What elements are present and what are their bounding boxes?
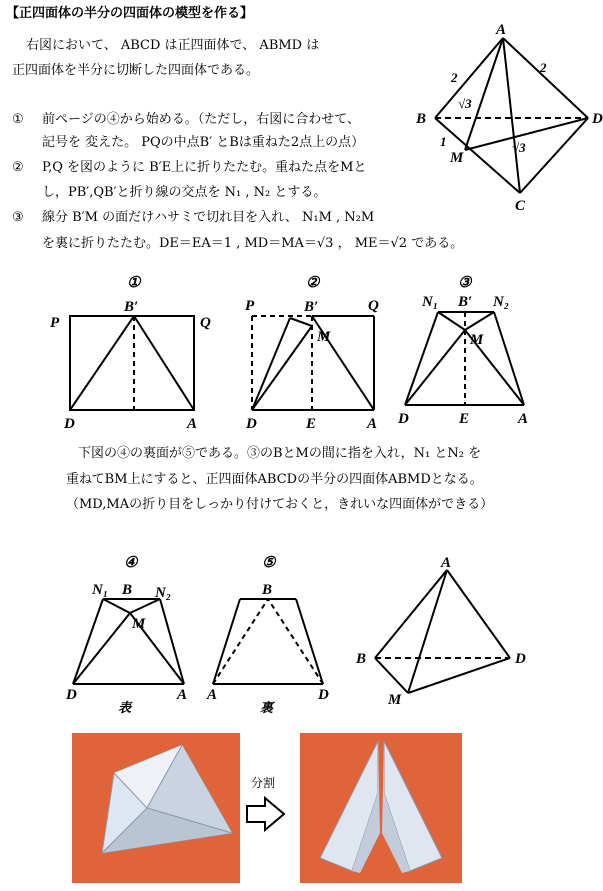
step-3-line-2: を裏に折りたたむ。DE＝EA＝1 , MD＝MA＝√3 ， ME＝√2 である。 [42, 236, 464, 251]
top-label-C: C [515, 198, 526, 214]
fig2-label-Q: Q [368, 298, 379, 314]
figure-5-number: ⑤ [262, 555, 276, 571]
fig1-label-A: A [187, 416, 198, 432]
fig1-label-P: P [50, 315, 60, 331]
figure-3 [405, 312, 524, 405]
step-2-line-2: し，PB′,QB′と折り線の交点を N₁ , N₂ とする。 [42, 185, 327, 200]
fig3-label-B: B′ [458, 294, 473, 310]
figure-4-number: ④ [124, 555, 138, 571]
mid-line-3: （MD,MAの折り目をしっかり付けておくと，きれいな四面体ができる） [66, 497, 494, 512]
fig2-label-P: P [245, 298, 255, 314]
fig3-label-N1: N₁ [422, 294, 439, 310]
fig2-label-E: E [306, 416, 317, 432]
step-2-line-1: P,Q を図のように B′E上に折りたたむ。重ねた点をMと [42, 160, 367, 175]
mid-line-2: 重ねてBM上にすると、正四面体ABCDの半分の四面体ABMDとなる。 [66, 472, 483, 487]
bottom-label-A: A [441, 555, 452, 571]
fig3-label-D: D [398, 411, 409, 427]
fig4-label-D: D [66, 687, 77, 703]
fig3-label-M: M [470, 332, 484, 348]
fig5-label-B: B [262, 582, 273, 598]
fig5-label-D: D [318, 687, 329, 703]
fig2-label-B: B′ [304, 299, 319, 315]
top-label-M: M [450, 150, 464, 166]
fig4-label-N2: N₂ [155, 585, 172, 601]
photo-whole-model [72, 733, 240, 883]
intro-line-1: 右図において、 ABCD は正四面体で、 ABMD は [26, 38, 320, 53]
intro-line-2: 正四面体を半分に切断した四面体である。 [12, 63, 260, 78]
figure-3-number: ③ [458, 275, 472, 291]
bottom-label-D: D [515, 651, 526, 667]
fig4-caption: 表 [118, 700, 132, 715]
fig2-label-A: A [367, 416, 378, 432]
step-1-number: ① [12, 112, 24, 127]
top-edge-2-left: 2 [451, 70, 458, 85]
step-2-number: ② [12, 160, 24, 175]
fig4-label-M: M [132, 616, 146, 632]
top-label-A: A [496, 22, 507, 38]
figure-1 [70, 316, 194, 410]
fig1-label-Q: Q [200, 315, 211, 331]
fig3-label-E: E [459, 411, 470, 427]
fig4-label-B: B [122, 582, 133, 598]
tetrahedron-bottom [375, 570, 510, 693]
fig2-label-D: D [246, 416, 257, 432]
split-arrow-label: 分割 [251, 776, 276, 790]
step-3-number: ③ [12, 210, 24, 225]
top-label-D: D [592, 111, 603, 127]
figure-1-number: ① [127, 275, 141, 291]
fig5-label-A: A [207, 687, 218, 703]
top-edge-2-right: 2 [540, 60, 547, 75]
fig3-label-N2: N₂ [493, 294, 510, 310]
top-edge-root3-left: √3 [458, 96, 472, 111]
figure-5 [213, 599, 323, 684]
fig3-label-A: A [518, 411, 529, 427]
figure-4 [73, 599, 184, 684]
bottom-label-B: B [356, 651, 367, 667]
fig1-label-D: D [64, 416, 75, 432]
bottom-label-M: M [388, 692, 402, 708]
step-3-line-1: 線分 B′M の面だけハサミで切れ目を入れ、 N₁M , N₂M [42, 210, 375, 225]
top-edge-root3-right: √3 [512, 140, 526, 155]
fig4-label-A: A [177, 687, 188, 703]
fig5-caption: 裏 [260, 700, 274, 715]
fig4-label-N1: N₁ [92, 582, 109, 598]
step-1-line-2: 記号を 変えた。 PQの中点B′ とBは重ねた2点上の点） [42, 135, 365, 150]
mid-line-1: 下図の④の裏面が⑤である。③のBとMの間に指を入れ，N₁ とN₂ を [78, 446, 482, 461]
tetrahedron-top [435, 38, 588, 193]
top-edge-1: 1 [440, 134, 447, 149]
figure-2-number: ② [306, 275, 320, 291]
fig1-label-B: B′ [124, 299, 139, 315]
page-title: 【正四面体の半分の四面体の模型を作る】 [6, 6, 254, 21]
top-label-B: B [416, 111, 427, 127]
fig2-label-M: M [317, 329, 331, 345]
step-1-line-1: 前ページの④から始める。（ただし，右図に合わせて、 [42, 112, 360, 127]
photo-split-model [300, 733, 462, 883]
figure-2 [252, 316, 374, 410]
